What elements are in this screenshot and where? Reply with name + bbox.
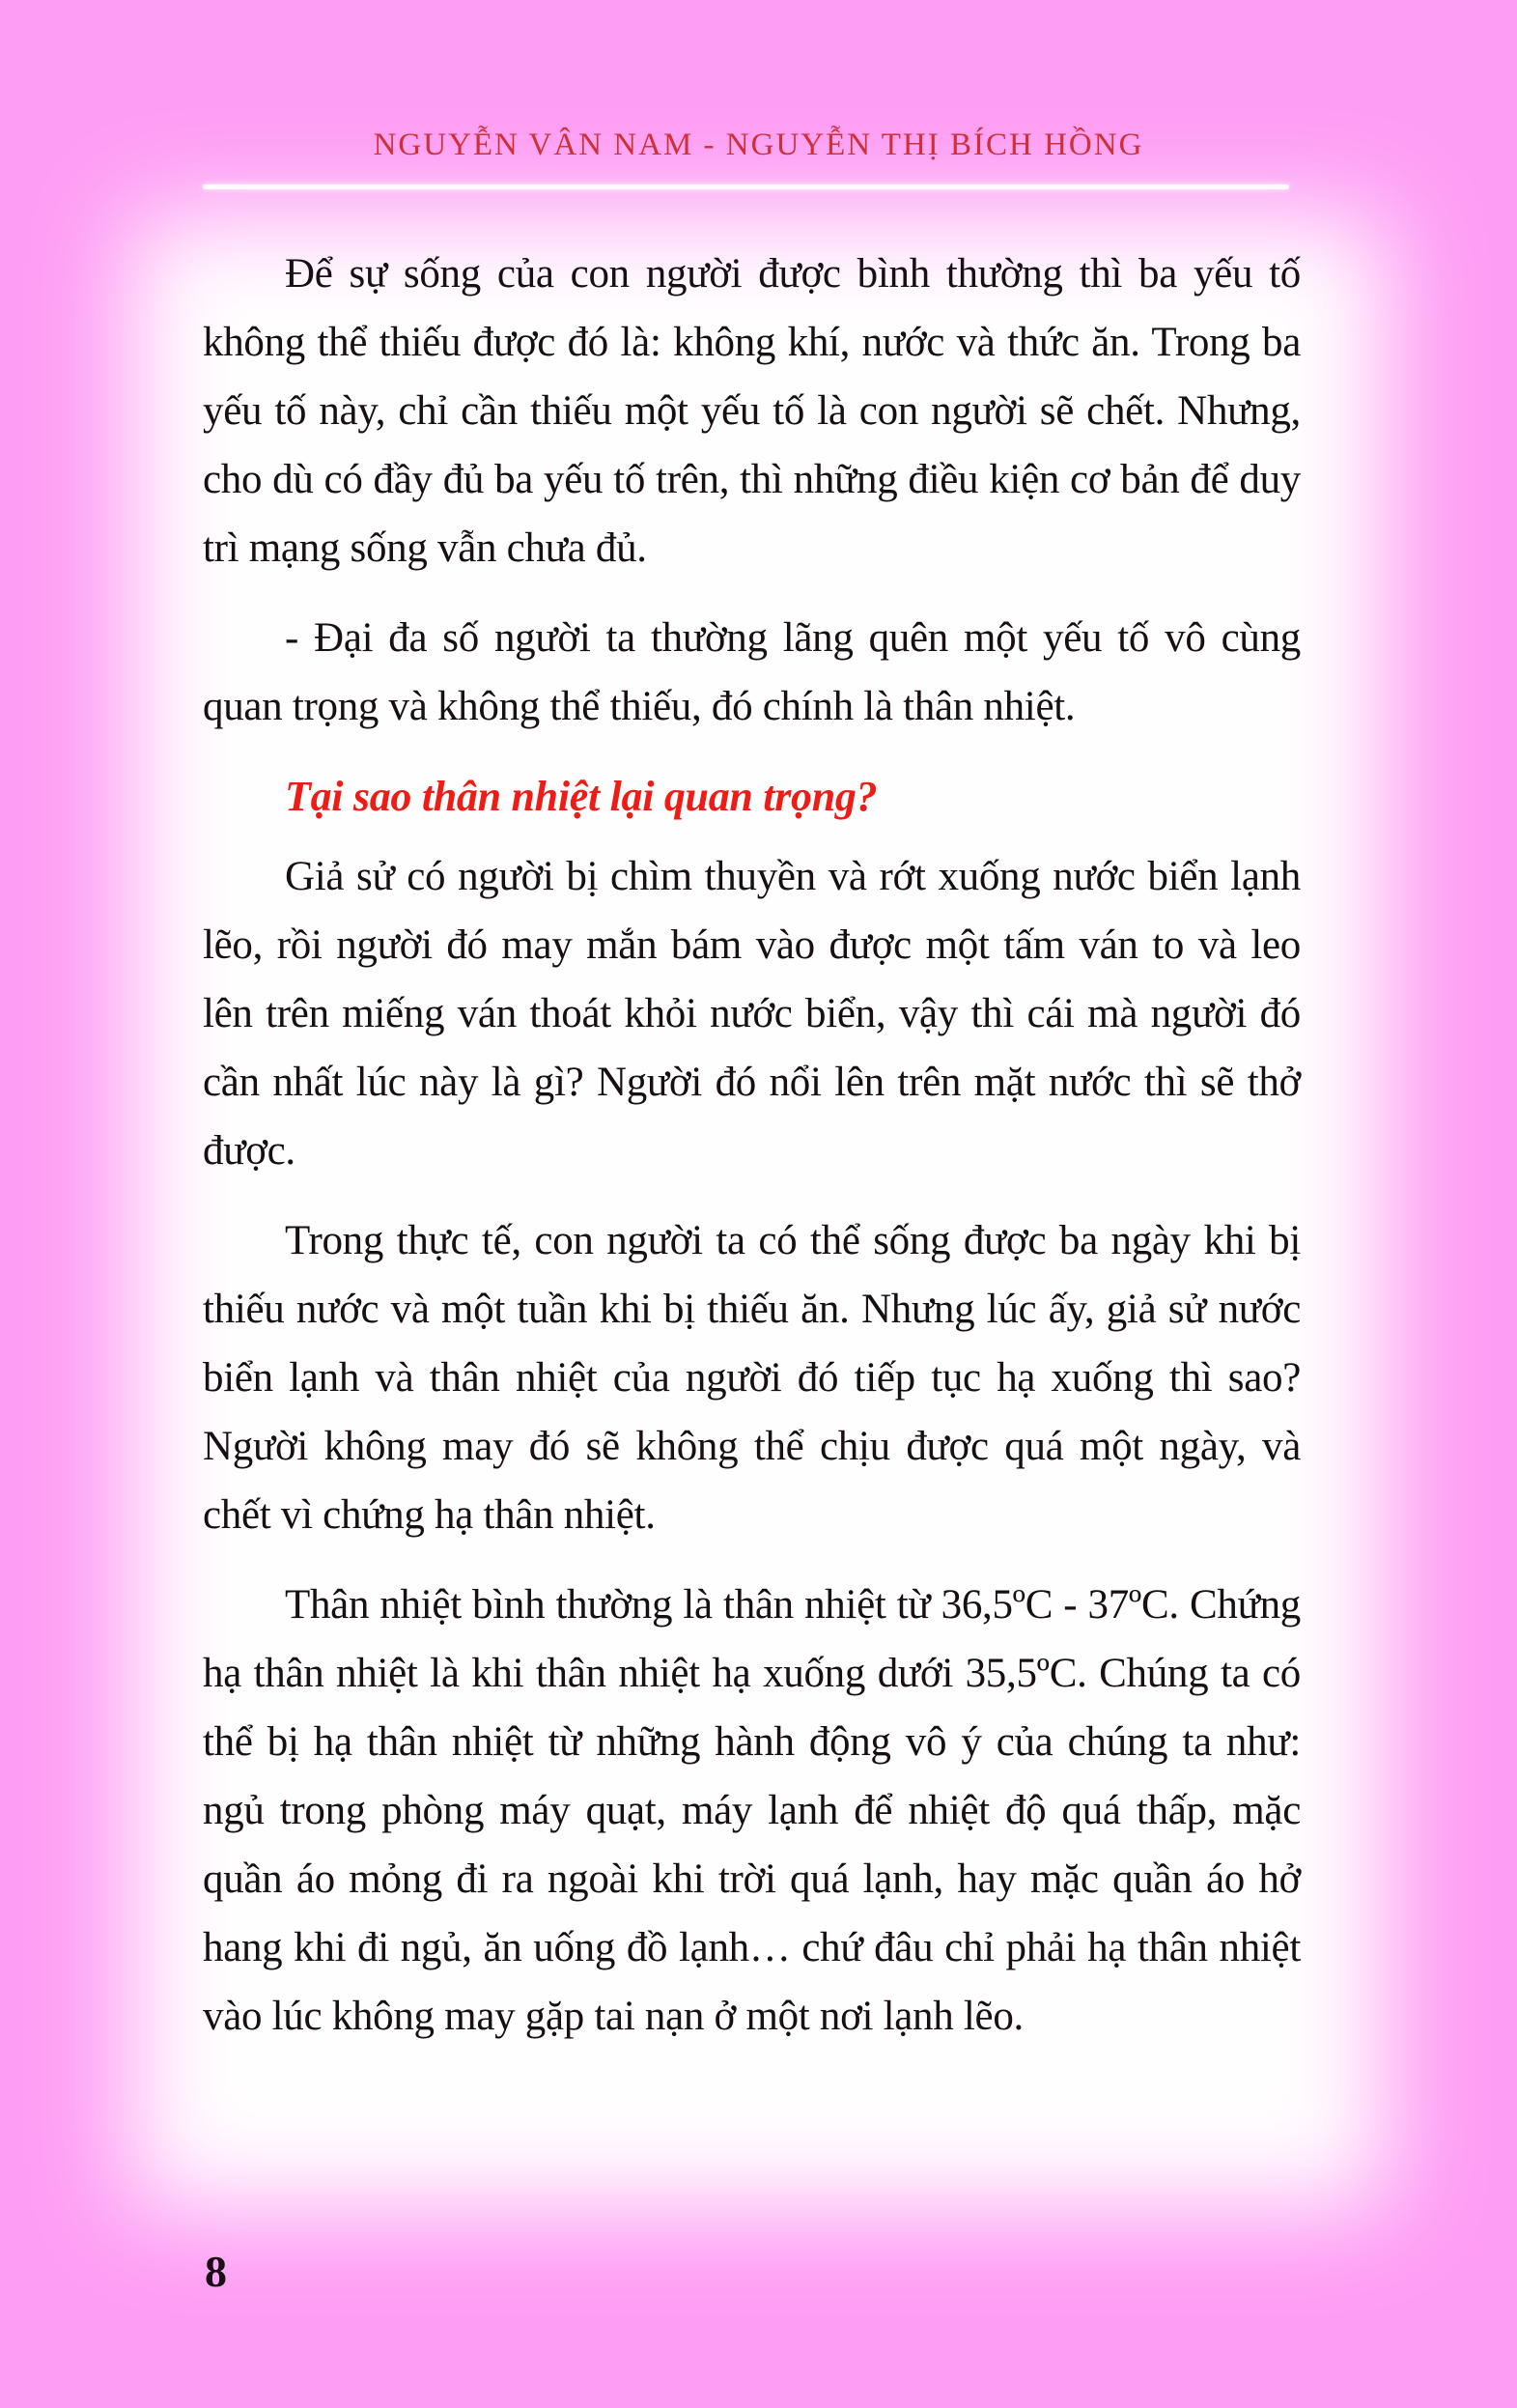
paragraph-intro-2: - Đại đa số người ta thường lãng quên một yếu tố vô cùng quan trọng và không thể thiếu, đó chính là thân nhiệt. bbox=[203, 615, 1301, 729]
paragraph-section-2: Trong thực tế, con người ta có thể sống được ba ngày khi bị thiếu nước và một tuần khi bị thiếu ăn. Nhưng lúc ấy, giả sử nước biển lạnh và thân nhiệt của người đó tiếp tục hạ xuống thì sao? Người không may đó sẽ không thể chịu được quá một ngày, và chết vì chứng hạ thân nhiệt. bbox=[203, 1218, 1301, 1538]
paragraph-intro-1: Để sự sống của con người được bình thường thì ba yếu tố không thể thiếu được đó là: không khí, nước và thức ăn. Trong ba yếu tố này, chỉ cần thiếu một yếu tố là con người sẽ chết. Nhưng, cho dù có đầy đủ ba yếu tố trên, thì những điều kiện cơ bản để duy trì mạng sống vẫn chưa đủ. bbox=[203, 251, 1301, 571]
paragraph-section-3: Thân nhiệt bình thường là thân nhiệt từ 36,5ºC - 37ºC. Chứng hạ thân nhiệt là khi thân nhiệt hạ xuống dưới 35,5ºC. Chúng ta có thể bị hạ thân nhiệt từ những hành động vô ý của chúng ta như: ngủ trong phòng máy quạt, máy lạnh để nhiệt độ quá thấp, mặc quần áo mỏng đi ra ngoài khi trời quá lạnh, hay mặc quần áo hở hang khi đi ngủ, ăn uống đồ lạnh… chứ đâu chỉ phải hạ thân nhiệt vào lúc không may gặp tai nạn ở một nơi lạnh lẽo. bbox=[203, 1582, 1301, 2039]
header-divider-line bbox=[203, 184, 1289, 189]
page-number: 8 bbox=[205, 2247, 227, 2296]
page-content bbox=[203, 240, 1301, 2072]
paragraph-section-1: Giả sử có người bị chìm thuyền và rớt xuống nước biển lạnh lẽo, rồi người đó may mắn bám vào được một tấm ván to và leo lên trên miếng ván thoát khỏi nước biển, vậy thì cái mà người đó cần nhất lúc này là gì? Người đó nổi lên trên mặt nước thì sẽ thở được. bbox=[203, 854, 1301, 1174]
page-header-authors: NGUYỄN VÂN NAM - NGUYỄN THỊ BÍCH HỒNG bbox=[373, 127, 1144, 162]
section-heading: Tại sao thân nhiệt lại quan trọng? bbox=[285, 773, 878, 820]
